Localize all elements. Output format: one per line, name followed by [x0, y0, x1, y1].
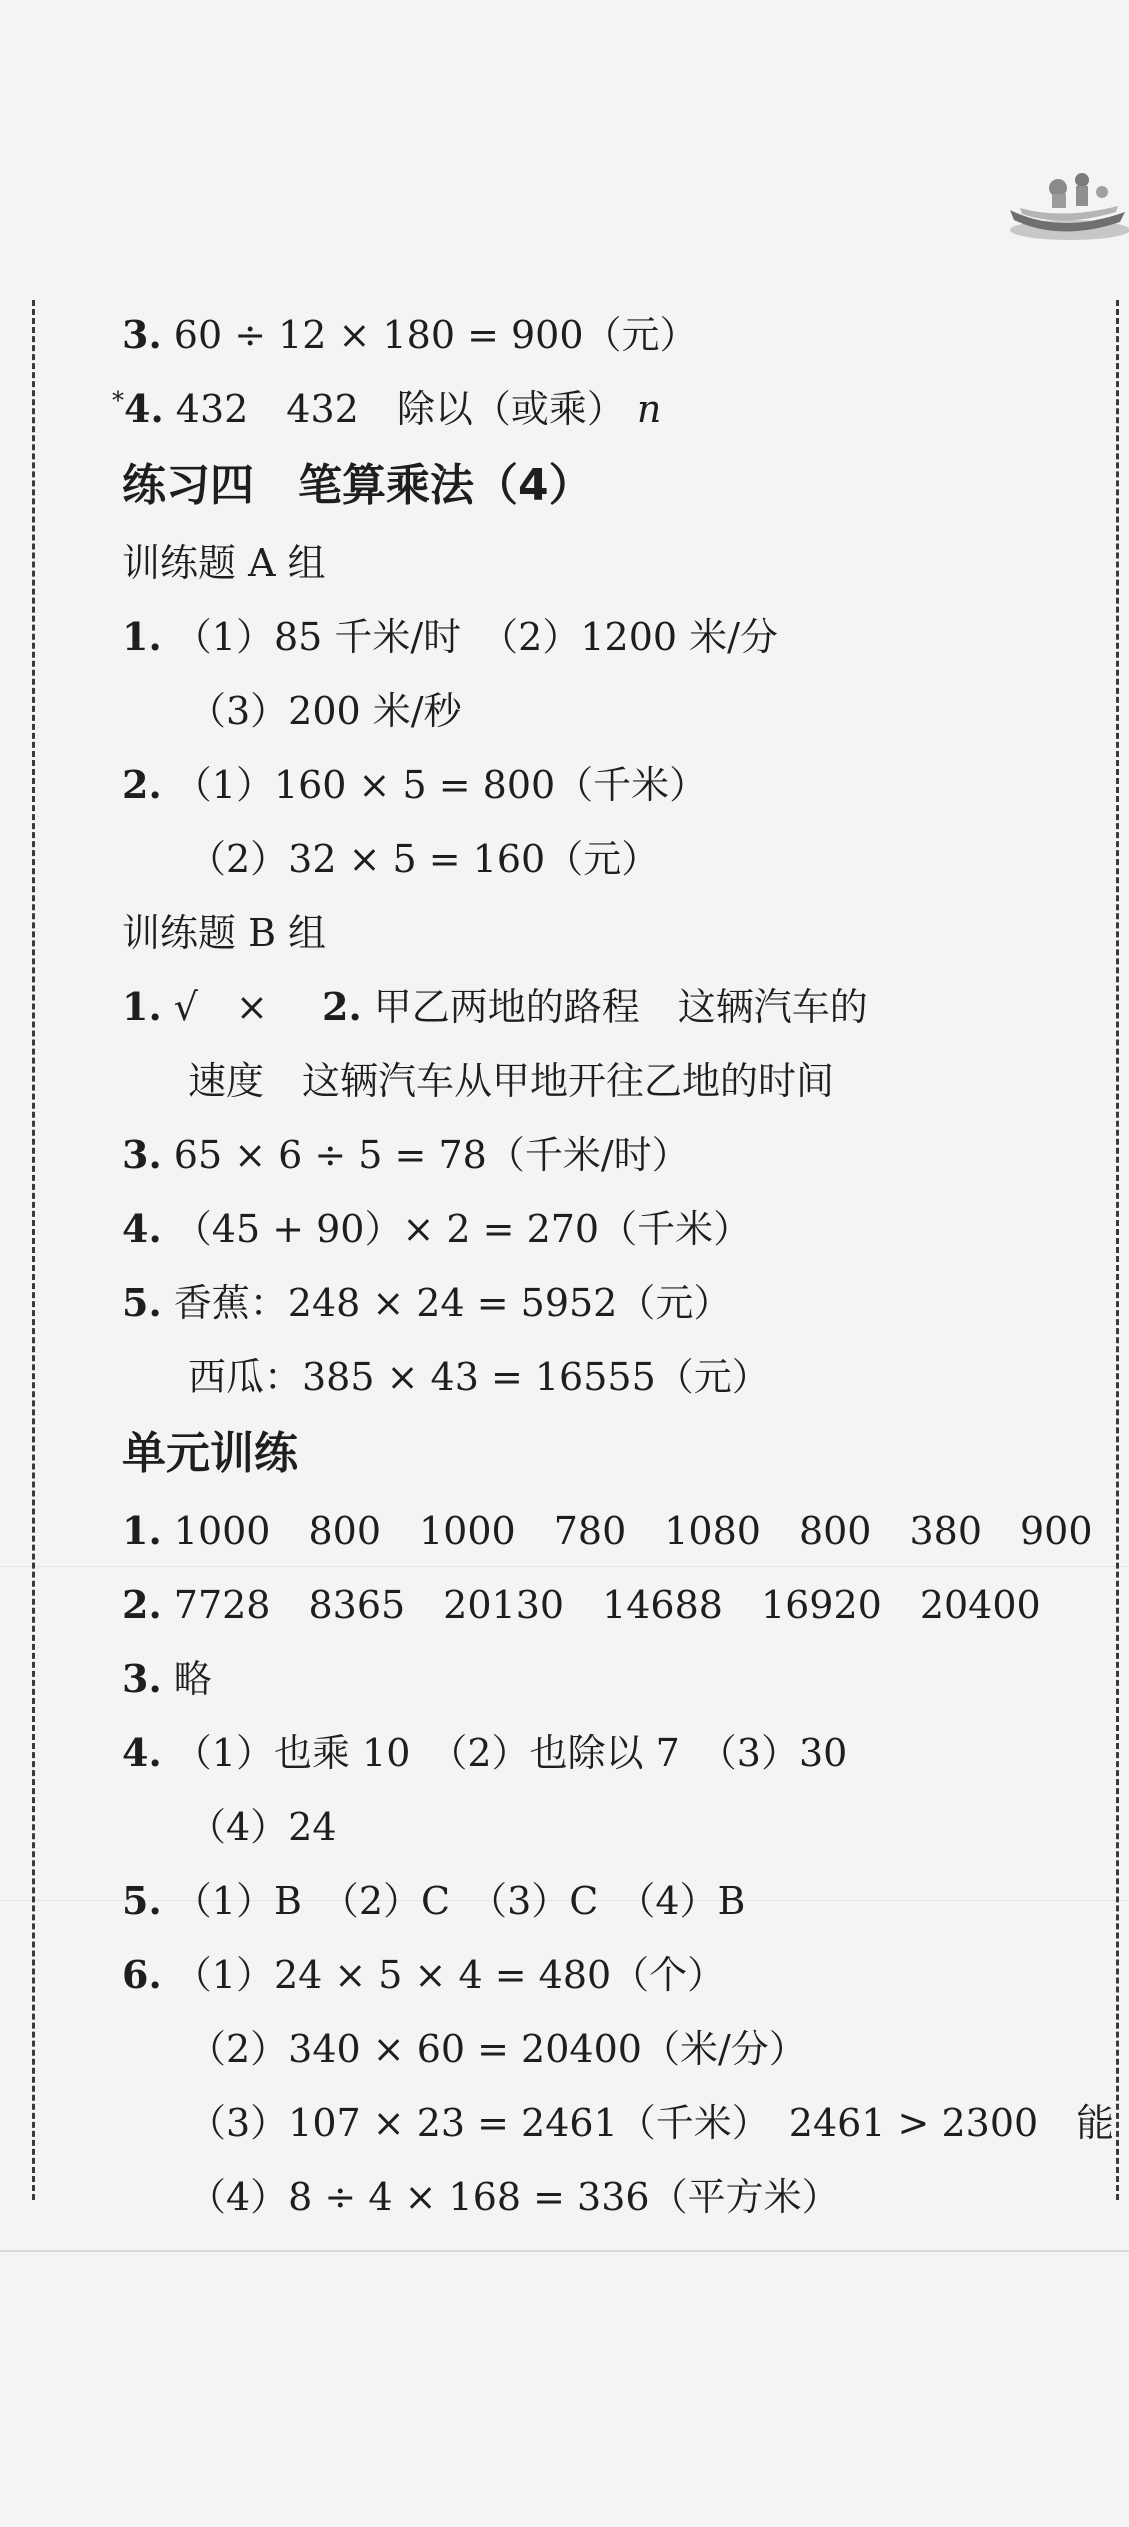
item-number: 3. — [122, 312, 162, 357]
item-number: 2. — [122, 762, 162, 807]
answer-text: （1）160 × 5 = 800（千米） — [173, 763, 708, 807]
answer-line-b3 — [122, 1118, 1082, 1192]
answer-content — [112, 298, 1115, 2234]
group-b-title: 训练题 B 组 — [122, 911, 327, 955]
optional-star-mark: * — [112, 386, 124, 415]
answer-text: （1）24 × 5 × 4 = 480（个） — [173, 1953, 726, 1997]
answer-line-3 — [122, 298, 1082, 372]
answer-text: 65 × 6 ÷ 5 = 78（千米/时） — [173, 1133, 690, 1177]
variable-n: n — [636, 387, 662, 431]
answer-line-u5 — [122, 1864, 1082, 1938]
item-number: 2. — [122, 1582, 162, 1627]
answer-text: （1）B （2）C （3）C （4）B — [173, 1879, 746, 1923]
item-number: 1. — [122, 1508, 162, 1553]
answer-text: 略 — [173, 1657, 212, 1701]
answer-line-u3 — [122, 1642, 1082, 1716]
answer-line-b1 — [122, 970, 1082, 1044]
answer-text: （45 + 90）× 2 = 270（千米） — [173, 1207, 752, 1251]
item-number: 5. — [122, 1280, 162, 1325]
right-dashed-border — [1116, 300, 1119, 2200]
answer-text: （1）85 千米/时 （2）1200 米/分 — [173, 615, 778, 659]
item-number: 4. — [122, 1206, 162, 1251]
item-number: 3. — [122, 1132, 162, 1177]
answer-line-u4-cont: （4）24 — [188, 1805, 337, 1849]
answer-line-b5 — [122, 1266, 1082, 1340]
answer-line-u6-c: （3）107 × 23 = 2461（千米） 2461 > 2300 能 — [188, 2101, 1115, 2145]
boat-illustration-icon — [1000, 150, 1129, 245]
answer-line-b1-cont: 速度 这辆汽车从甲地开往乙地的时间 — [188, 1059, 835, 1103]
answer-line-u6 — [122, 1938, 1082, 2012]
answer-line-a1 — [122, 600, 1082, 674]
item-number: 1. — [122, 614, 162, 659]
item-number: 4. — [124, 386, 164, 431]
answer-line-b5-cont: 西瓜：385 × 43 = 16555（元） — [188, 1355, 770, 1399]
section-title-exercise-4: 练习四 笔算乘法（4） — [122, 460, 593, 511]
answer-text: √ × — [173, 985, 268, 1029]
answer-text: 60 ÷ 12 × 180 = 900（元） — [173, 313, 698, 357]
answer-line-u6-b: （2）340 × 60 = 20400（米/分） — [188, 2027, 807, 2071]
item-number: 3. — [122, 1656, 162, 1701]
page-bottom-edge — [0, 2250, 1129, 2252]
answer-text: 香蕉：248 × 24 = 5952（元） — [173, 1281, 732, 1325]
answer-text: 甲乙两地的路程 这辆汽车的 — [373, 985, 868, 1029]
item-number: 5. — [122, 1878, 162, 1923]
group-a-title: 训练题 A 组 — [122, 541, 326, 585]
item-number: 1. — [122, 984, 162, 1029]
left-dashed-border — [32, 300, 35, 2200]
answer-line-u2 — [122, 1568, 1082, 1642]
item-number: 4. — [122, 1730, 162, 1775]
item-number: 6. — [122, 1952, 162, 1997]
answer-line-u1 — [122, 1494, 1093, 1568]
answer-text: 432 432 除以（或乘） — [175, 387, 625, 431]
answer-line-4 — [112, 372, 1082, 446]
answer-line-a1-cont: （3）200 米/秒 — [188, 689, 462, 733]
answer-text: 7728 8365 20130 14688 16920 20400 — [173, 1583, 1041, 1627]
answer-text: （1）也乘 10 （2）也除以 7 （3）30 — [173, 1731, 848, 1775]
answer-line-a2 — [122, 748, 1082, 822]
answer-text: 1000 800 1000 780 1080 800 380 900 — [173, 1509, 1093, 1553]
item-number: 2. — [322, 984, 362, 1029]
answer-line-u4 — [122, 1716, 1082, 1790]
answer-line-u6-d: （4）8 ÷ 4 × 168 = 336（平方米） — [188, 2175, 840, 2219]
answer-line-b4 — [122, 1192, 1082, 1266]
answer-line-a2-cont: （2）32 × 5 = 160（元） — [188, 837, 660, 881]
section-title-unit-training: 单元训练 — [122, 1428, 298, 1479]
